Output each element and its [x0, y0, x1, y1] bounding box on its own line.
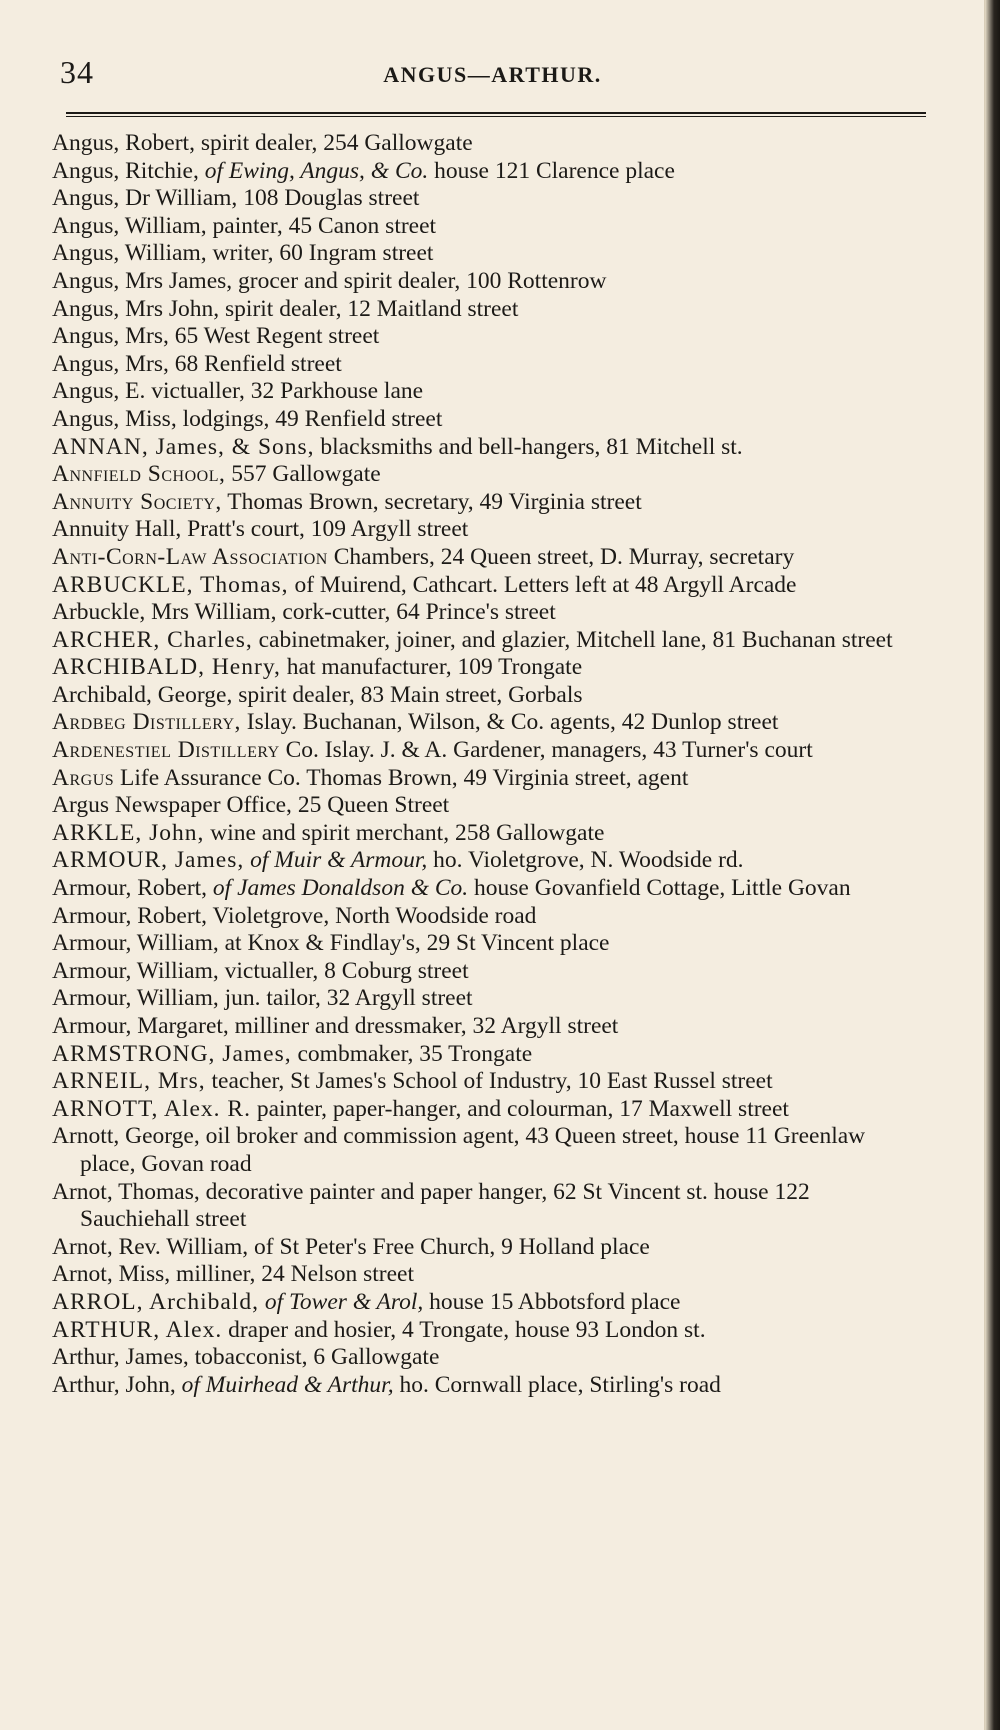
entry-details: victualler, 32 Parkhouse lane: [145, 378, 424, 405]
directory-entry: [52, 1261, 914, 1289]
entry-name: ANNAN, James, & Sons,: [52, 433, 315, 460]
entry-details: house 121 Clarence place: [428, 157, 675, 184]
entry-details: jun. tailor, 32 Argyll street: [218, 985, 473, 1012]
entry-details: writer, 60 Ingram street: [206, 240, 434, 267]
directory-entry: [52, 240, 914, 268]
entry-details: victualler, 8 Coburg street: [218, 957, 469, 984]
directory-entry: [52, 1096, 914, 1124]
entry-details: of St Peter's Free Church, 9 Holland place: [248, 1233, 650, 1260]
entry-details: Pratt's court, 109 Argyll street: [181, 516, 469, 543]
directory-entry: [52, 1372, 914, 1400]
directory-entries: [52, 130, 914, 1399]
entry-name: Angus, Mrs James,: [52, 267, 233, 294]
entry-name: Arthur, John,: [52, 1371, 176, 1398]
directory-entry: [52, 489, 914, 517]
entry-details: Thomas Brown, secretary, 49 Virginia street: [221, 488, 642, 515]
entry-details: draper and hosier, 4 Trongate, house 93 London st.: [222, 1316, 706, 1343]
entry-details: spirit dealer, 83 Main street, Gorbals: [232, 681, 583, 708]
directory-entry: [52, 709, 914, 737]
entry-details: lodgings, 49 Renfield street: [176, 405, 443, 432]
directory-entry: [52, 1317, 914, 1345]
entry-details: 68 Renfield street: [168, 350, 342, 377]
directory-entry: [52, 1344, 914, 1372]
directory-entry: [52, 1234, 914, 1262]
entry-firm: of James Donaldson & Co.: [207, 875, 469, 902]
header-rule: [66, 112, 926, 117]
directory-entry: [52, 1289, 914, 1317]
entry-firm: of Tower & Arol,: [258, 1288, 424, 1315]
entry-details: Islay. Buchanan, Wilson, & Co. agents, 42 Dunlop street: [240, 709, 779, 736]
page-title: ANGUS—ARTHUR.: [383, 62, 602, 87]
entry-details: milliner, 24 Nelson street: [170, 1261, 414, 1288]
directory-entry: [52, 185, 914, 213]
entry-details: cork-cutter, 64 Prince's street: [276, 599, 556, 626]
entry-name: Angus, Mrs,: [52, 350, 169, 377]
directory-entry: [52, 406, 914, 434]
directory-entry: [52, 627, 914, 655]
page-edge: [985, 0, 1000, 1730]
entry-name: ARKLE, John,: [52, 819, 205, 846]
entry-name: Armour, Margaret,: [52, 1013, 229, 1039]
entry-name: Angus, Miss,: [52, 405, 177, 432]
directory-entry: [52, 516, 914, 544]
entry-name: ARMSTRONG, James,: [52, 1040, 292, 1067]
directory-entry: [52, 847, 914, 875]
entry-name: Ardbeg Distillery,: [52, 709, 241, 736]
directory-entry: [52, 599, 914, 627]
entry-details: 557 Gallowgate: [225, 461, 381, 488]
entry-details: Life Assurance Co. Thomas Brown, 49 Virginia street, agent: [114, 764, 689, 791]
directory-entry: [52, 792, 914, 820]
directory-entry: [52, 296, 914, 324]
directory-entry: [52, 1013, 914, 1041]
directory-entry: [52, 930, 914, 958]
entry-details: oil broker and commission agent, 43 Queen street, house 11 Greenlaw place, Govan road: [80, 1123, 866, 1177]
entry-details: house Govanfield Cottage, Little Govan: [468, 875, 851, 902]
entry-details: painter, 45 Canon street: [206, 212, 437, 239]
entry-name: ARTHUR, Alex.: [52, 1316, 223, 1343]
running-head: [0, 50, 985, 90]
entry-details: blacksmiths and bell-hangers, 81 Mitchell st.: [314, 433, 743, 460]
directory-entry: [52, 903, 914, 931]
entry-name: Arnott, George,: [52, 1123, 200, 1150]
entry-name: Angus, Mrs John,: [52, 295, 220, 322]
entry-name: Arnot, Miss,: [52, 1261, 171, 1288]
entry-details: tobacconist, 6 Gallowgate: [188, 1344, 440, 1371]
directory-entry: [52, 958, 914, 986]
directory-entry: [52, 461, 914, 489]
entry-name: Angus, William,: [52, 212, 207, 239]
directory-entry: [52, 158, 914, 186]
directory-entry: [52, 213, 914, 241]
entry-details: Violetgrove, North Woodside road: [207, 902, 537, 929]
directory-entry: [52, 1179, 914, 1234]
entry-name: Angus, Dr William,: [52, 185, 238, 212]
entry-name: Armour, Robert,: [52, 902, 208, 929]
directory-entry: [52, 1041, 914, 1069]
entry-name: Armour, Robert,: [52, 875, 208, 902]
directory-entry: [52, 682, 914, 710]
page-number: 34: [60, 54, 94, 90]
entry-details: wine and spirit merchant, 258 Gallowgate: [204, 819, 605, 846]
entry-details: cabinetmaker, joiner, and glazier, Mitchell lane, 81 Buchanan street: [252, 626, 893, 653]
directory-entry: [52, 985, 914, 1013]
directory-entry: [52, 323, 914, 351]
entry-name: Angus, William,: [52, 240, 207, 267]
entry-name: Annuity Hall,: [52, 516, 182, 543]
entry-name: Arnot, Thomas,: [52, 1178, 200, 1205]
entry-details: 108 Douglas street: [237, 185, 420, 212]
entry-name: Angus, Robert,: [52, 130, 195, 156]
entry-name: ARMOUR, James,: [52, 847, 245, 874]
directory-entry: [52, 351, 914, 379]
entry-firm: of Muir & Armour,: [244, 847, 428, 874]
entry-name: Argus: [52, 764, 115, 791]
entry-name: Armour, William,: [52, 930, 219, 957]
directory-entry: [52, 434, 914, 462]
entry-details: spirit dealer, 12 Maitland street: [219, 295, 519, 322]
directory-entry: [52, 737, 914, 765]
entry-name: Ardenestiel Distillery: [52, 737, 280, 764]
entry-name: Arnot, Rev. William,: [52, 1233, 249, 1260]
entry-name: ARCHIBALD, Henry,: [52, 654, 281, 681]
entry-details: at Knox & Findlay's, 29 St Vincent place: [218, 930, 610, 957]
entry-details: house 15 Abbotsford place: [423, 1288, 681, 1315]
entry-name: Angus, Mrs,: [52, 323, 169, 350]
entry-details: decorative painter and paper hanger, 62 St Vincent st. house 122 Sauchiehall street: [80, 1178, 810, 1233]
entry-details: spirit dealer, 254 Gallowgate: [194, 130, 473, 156]
entry-name: ARCHER, Charles,: [52, 626, 253, 653]
entry-firm: of Muirhead & Arthur,: [175, 1371, 394, 1398]
directory-entry: [52, 378, 914, 406]
entry-name: Annuity Society,: [52, 488, 222, 515]
entry-details: of Muirend, Cathcart. Letters left at 48 Argyll Arcade: [288, 571, 797, 598]
entry-details: 25 Queen Street: [291, 792, 450, 819]
entry-details: Co. Islay. J. & A. Gardener, managers, 43 Turner's court: [279, 737, 813, 764]
entry-name: ARBUCKLE, Thomas,: [52, 571, 289, 598]
entry-name: ARNEIL, Mrs,: [52, 1068, 206, 1095]
directory-entry: [52, 1068, 914, 1096]
entry-name: Archibald, George,: [52, 681, 233, 708]
directory-entry: [52, 765, 914, 793]
entry-name: Armour, William,: [52, 957, 219, 984]
entry-name: Arthur, James,: [52, 1344, 189, 1371]
directory-entry: [52, 875, 914, 903]
entry-name: ARROL, Archibald,: [52, 1288, 259, 1315]
entry-name: Annfield School,: [52, 461, 226, 488]
directory-entry: [52, 1123, 914, 1178]
directory-entry: [52, 544, 914, 572]
entry-name: Armour, William,: [52, 985, 219, 1012]
entry-details: teacher, St James's School of Industry, 10 East Russel street: [205, 1068, 773, 1095]
entry-name: Angus, Ritchie,: [52, 157, 199, 184]
directory-entry: [52, 572, 914, 600]
entry-details: grocer and spirit dealer, 100 Rottenrow: [232, 267, 607, 294]
directory-entry: [52, 268, 914, 296]
entry-name: ARNOTT, Alex. R.: [52, 1095, 251, 1122]
directory-entry: [52, 820, 914, 848]
entry-name: Anti-Corn-Law Association: [52, 543, 328, 570]
entry-firm: of Ewing, Angus, & Co.: [198, 157, 429, 184]
entry-details: painter, paper-hanger, and colourman, 17 Maxwell street: [251, 1095, 789, 1122]
directory-entry: [52, 654, 914, 682]
entry-details: combmaker, 35 Trongate: [291, 1040, 533, 1067]
entry-name: Angus, E.: [52, 378, 146, 405]
directory-entry: [52, 130, 914, 158]
entry-details: ho. Cornwall place, Stirling's road: [393, 1371, 721, 1398]
entry-name: Arbuckle, Mrs William,: [52, 599, 277, 626]
entry-details: 65 West Regent street: [168, 323, 380, 350]
entry-details: hat manufacturer, 109 Trongate: [280, 654, 583, 681]
entry-details: Chambers, 24 Queen street, D. Murray, secretary: [327, 543, 795, 570]
entry-name: Argus Newspaper Office,: [52, 792, 292, 819]
entry-details: ho. Violetgrove, N. Woodside rd.: [427, 847, 744, 874]
entry-details: milliner and dressmaker, 32 Argyll street: [228, 1013, 619, 1039]
